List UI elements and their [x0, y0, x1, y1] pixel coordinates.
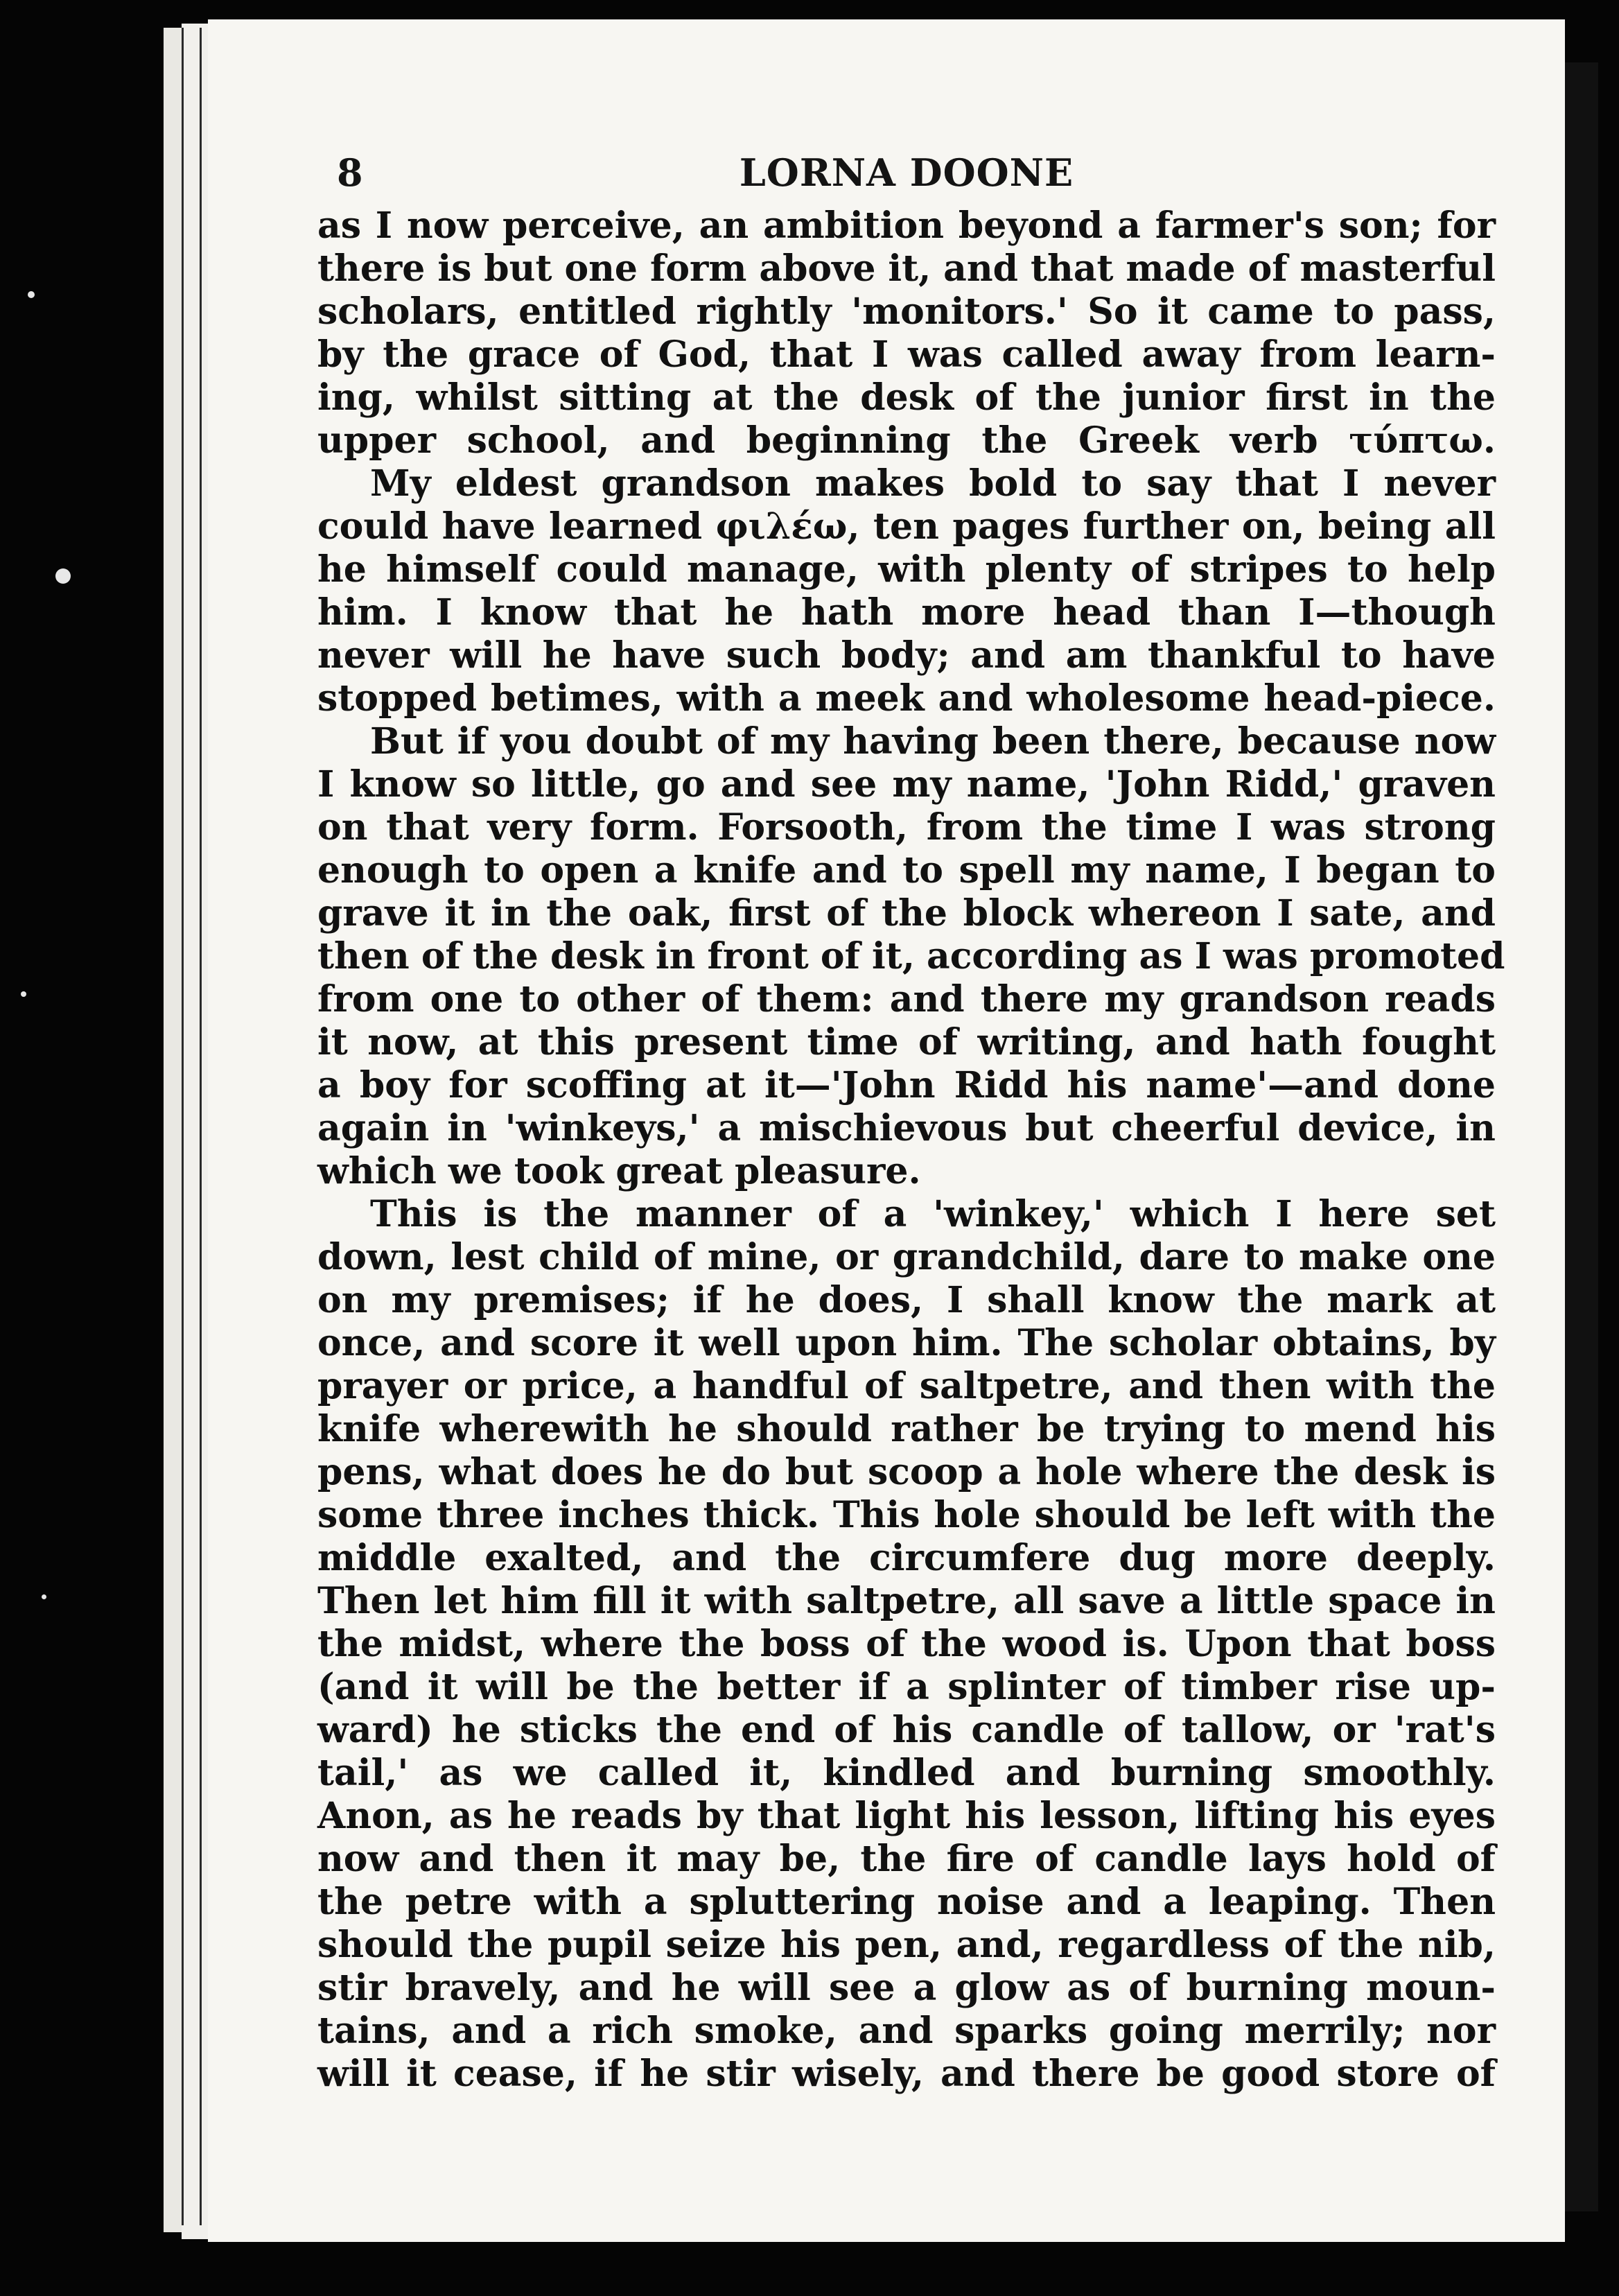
- text-line: could have learned φιλέω, ten pages further on, being all: [317, 505, 1496, 548]
- text-line: I know so little, go and see my name, 'John Ridd,' graven: [317, 763, 1496, 806]
- book-title: LORNA DOONE: [739, 150, 1074, 195]
- text-line: upper school, and beginning the Greek verb τύπτω.: [317, 419, 1496, 462]
- text-line: will it cease, if he stir wisely, and there be good store of: [317, 2053, 1496, 2095]
- text-line: from one to other of them: and there my grandson reads: [317, 978, 1496, 1020]
- text-line: down, lest child of mine, or grandchild, dare to make one: [317, 1236, 1496, 1278]
- text-line: it now, at this present time of writing, and hath fought: [317, 1021, 1496, 1063]
- dust-speck: [21, 991, 26, 997]
- text-line: once, and score it well upon him. The scholar obtains, by: [317, 1322, 1496, 1364]
- text-line: never will he have such body; and am thankful to have: [317, 634, 1496, 677]
- dust-speck: [55, 568, 71, 584]
- text-line: him. I know that he hath more head than I—though: [317, 591, 1496, 634]
- text-line: as I now perceive, an ambition beyond a farmer's son; for: [317, 205, 1496, 247]
- dust-speck: [42, 1594, 46, 1599]
- text-line: stir bravely, and he will see a glow as of burning moun-: [317, 1967, 1496, 2009]
- text-line: should the pupil seize his pen, and, regardless of the nib,: [317, 1924, 1496, 1966]
- text-line: But if you doubt of my having been there, because now: [370, 720, 1496, 763]
- text-line: the petre with a spluttering noise and a leaping. Then: [317, 1881, 1496, 1923]
- text-line: now and then it may be, the fire of candle lays hold of: [317, 1838, 1496, 1880]
- text-line: tail,' as we called it, kindled and burning smoothly.: [317, 1752, 1496, 1794]
- text-line: there is but one form above it, and that made of masterful: [317, 247, 1496, 290]
- text-line: knife wherewith he should rather be trying to mend his: [317, 1408, 1496, 1450]
- text-line: Then let him fill it with saltpetre, all save a little space in: [317, 1580, 1496, 1622]
- text-line: he himself could manage, with plenty of stripes to help: [317, 548, 1496, 591]
- text-line: some three inches thick. This hole should be left with the: [317, 1494, 1496, 1536]
- text-line: by the grace of God, that I was called away from learn-: [317, 333, 1496, 376]
- text-line: enough to open a knife and to spell my name, I began to: [317, 849, 1496, 892]
- text-line: middle exalted, and the circumfere dug more deeply.: [317, 1537, 1496, 1579]
- page-number: 8: [337, 150, 363, 195]
- text-line: grave it in the oak, first of the block whereon I sate, and: [317, 892, 1496, 934]
- page-edge-line: [182, 28, 184, 2225]
- text-line: again in 'winkeys,' a mischievous but cheerful device, in: [317, 1107, 1496, 1149]
- text-line: (and it will be the better if a splinter of timber rise up-: [317, 1666, 1496, 1708]
- page-gutter-shadow: [1565, 62, 1598, 2211]
- text-line: a boy for scoffing at it—'John Ridd his name'—and done: [317, 1064, 1496, 1106]
- dust-speck: [28, 291, 35, 298]
- text-line: My eldest grandson makes bold to say that I never: [370, 462, 1496, 505]
- text-line: ward) he sticks the end of his candle of tallow, or 'rat's: [317, 1709, 1496, 1751]
- text-line: which we took great pleasure.: [317, 1150, 921, 1192]
- page-edge-middle: [182, 24, 209, 2239]
- text-line: prayer or price, a handful of saltpetre, and then with the: [317, 1365, 1496, 1407]
- page-text-block: [317, 135, 1505, 2096]
- page-edge-line: [200, 28, 202, 2225]
- text-line: on that very form. Forsooth, from the time I was strong: [317, 806, 1496, 849]
- text-line: tains, and a rich smoke, and sparks going merrily; nor: [317, 2010, 1496, 2052]
- text-line: This is the manner of a 'winkey,' which I here set: [370, 1193, 1496, 1235]
- text-line: Anon, as he reads by that light his lesson, lifting his eyes: [317, 1795, 1496, 1837]
- text-line: pens, what does he do but scoop a hole where the desk is: [317, 1451, 1496, 1493]
- running-head: [317, 135, 1496, 205]
- body-text: [317, 205, 1505, 2096]
- text-line: on my premises; if he does, I shall know the mark at: [317, 1279, 1496, 1321]
- text-line: ing, whilst sitting at the desk of the junior first in the: [317, 376, 1496, 419]
- text-line: stopped betimes, with a meek and wholesome head-piece.: [317, 677, 1496, 720]
- text-line: the midst, where the boss of the wood is. Upon that boss: [317, 1623, 1496, 1665]
- text-line: then of the desk in front of it, according as I was promoted: [317, 935, 1505, 977]
- text-line: scholars, entitled rightly 'monitors.' So it came to pass,: [317, 290, 1496, 333]
